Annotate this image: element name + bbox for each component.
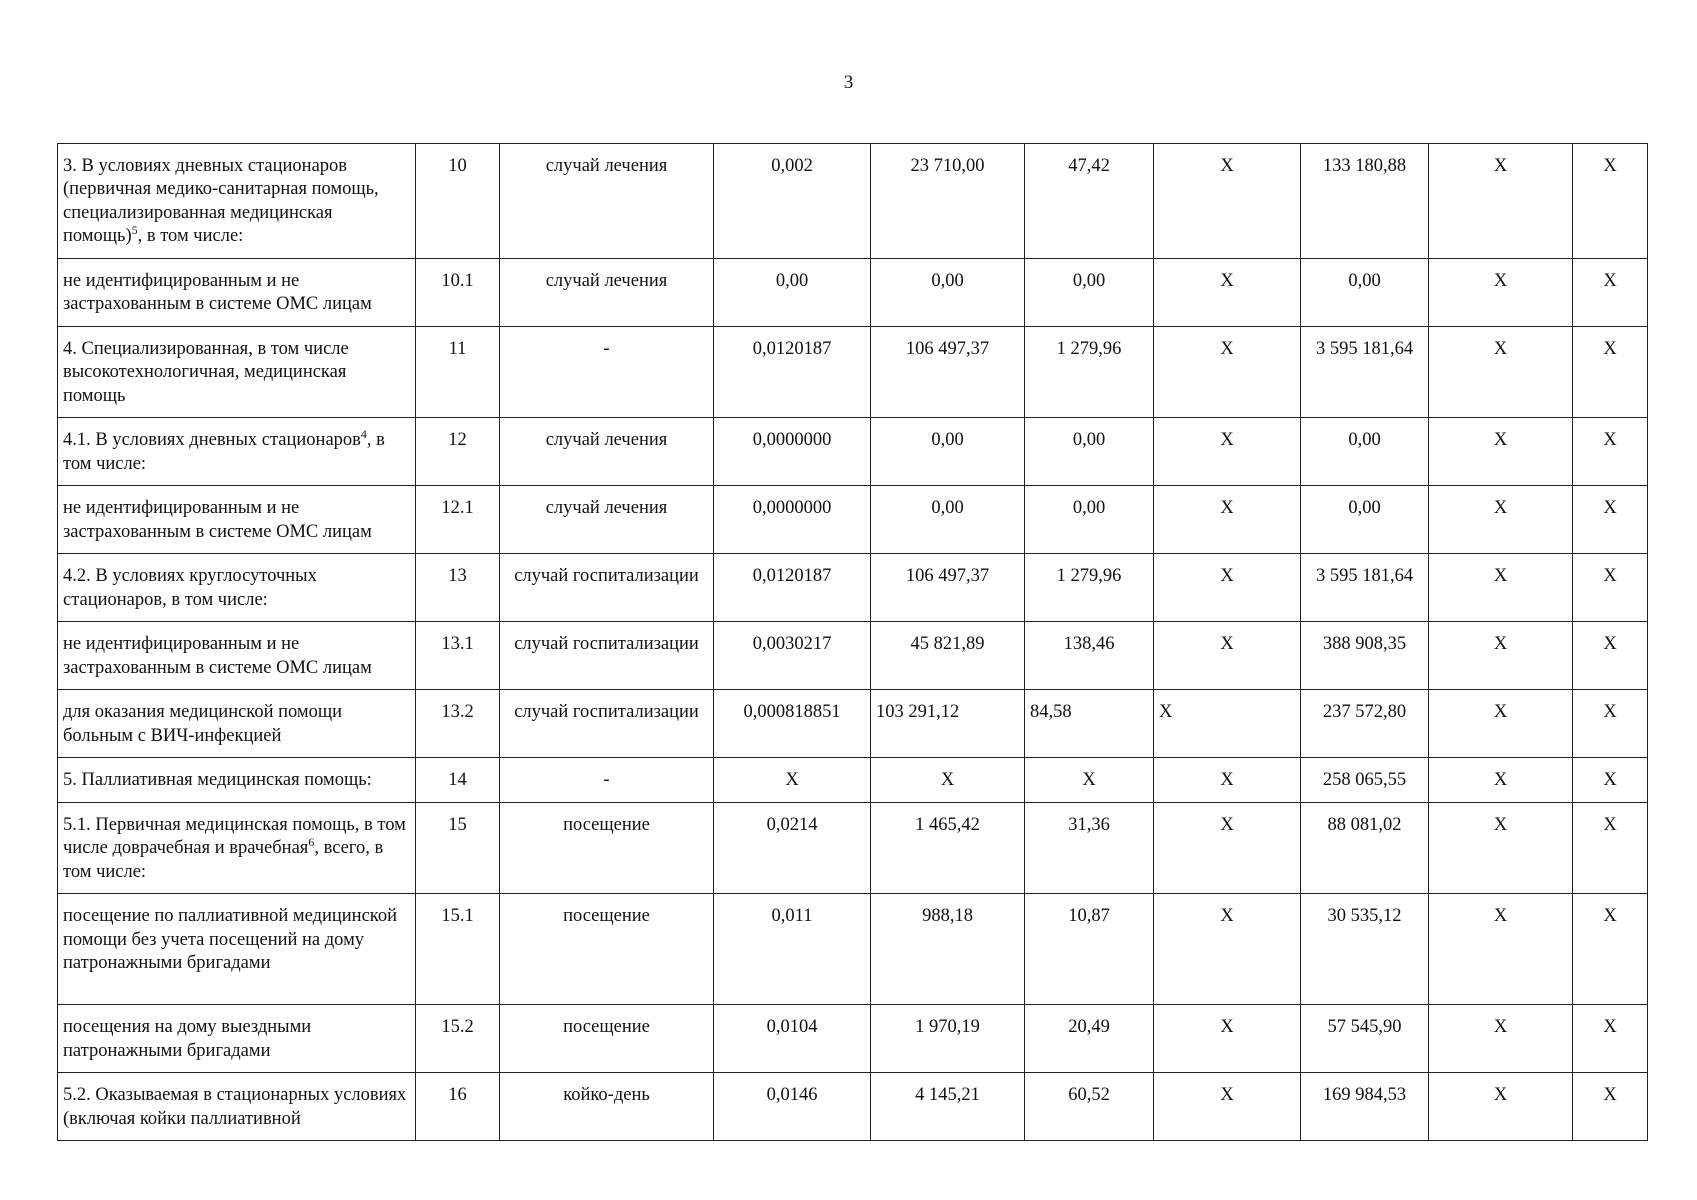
row-name-text: для оказания медицинской помощи больным с ВИЧ-инфекцией: [63, 702, 343, 746]
row-name-cell: [58, 690, 416, 758]
volume-norm-cell: 0,0030217: [714, 622, 871, 690]
cost-total-cell: 133 180,88: [1301, 144, 1429, 259]
table-row: [58, 758, 1648, 802]
table-row: [58, 1073, 1648, 1141]
per-capita-cell: 31,36: [1025, 802, 1154, 893]
table-row: [58, 144, 1648, 259]
x-marker-cell: X: [1573, 1005, 1648, 1073]
unit-cell: посещение: [500, 802, 714, 893]
cost-norm-cell: 106 497,37: [871, 554, 1025, 622]
row-name-text: не идентифицированным и не застрахованным в системе ОМС лицам: [63, 498, 372, 542]
unit-cell: посещение: [500, 894, 714, 1005]
row-number-cell: 12: [416, 418, 500, 486]
cost-total-cell: 388 908,35: [1301, 622, 1429, 690]
cost-total-cell: 0,00: [1301, 258, 1429, 326]
row-name-text: посещения на дому выездными патронажными бригадами: [63, 1017, 312, 1061]
per-capita-cell: 0,00: [1025, 418, 1154, 486]
table-row: [58, 418, 1648, 486]
cost-norm-cell: 106 497,37: [871, 326, 1025, 417]
cost-total-cell: 30 535,12: [1301, 894, 1429, 1005]
table-row: [58, 622, 1648, 690]
row-name-cell: [58, 1005, 416, 1073]
x-marker-cell: X: [1154, 894, 1301, 1005]
x-marker-cell: X: [1154, 326, 1301, 417]
table-row: [58, 486, 1648, 554]
volume-norm-cell: 0,0120187: [714, 554, 871, 622]
row-name-text: посещение по паллиативной медицинской помощи без учета посещений на дому патронажными бригадами: [63, 906, 397, 974]
row-number-cell: 13: [416, 554, 500, 622]
x-marker-cell: X: [1429, 690, 1573, 758]
x-marker-cell: X: [1154, 1005, 1301, 1073]
row-name-cell: [58, 758, 416, 802]
cost-total-cell: 0,00: [1301, 486, 1429, 554]
row-name-cell: [58, 1073, 416, 1141]
cost-total-cell: 57 545,90: [1301, 1005, 1429, 1073]
row-number-cell: 16: [416, 1073, 500, 1141]
unit-cell: -: [500, 758, 714, 802]
row-name-text: 3. В условиях дневных стационаров (первичная медико-санитарная помощь, специализированная медицинская помощь): [63, 156, 379, 247]
x-marker-cell: X: [1573, 554, 1648, 622]
cost-norm-cell: 1 465,42: [871, 802, 1025, 893]
unit-cell: случай лечения: [500, 144, 714, 259]
row-number-cell: 10.1: [416, 258, 500, 326]
footnote-marker: 6: [308, 835, 315, 850]
x-marker-cell: X: [1573, 1073, 1648, 1141]
row-name-cell: [58, 802, 416, 893]
per-capita-cell: 47,42: [1025, 144, 1154, 259]
table-row: [58, 258, 1648, 326]
row-name-suffix: , в том числе:: [137, 226, 244, 247]
volume-norm-cell: 0,0146: [714, 1073, 871, 1141]
row-name-cell: [58, 258, 416, 326]
x-marker-cell: X: [1573, 622, 1648, 690]
x-marker-cell: X: [1429, 758, 1573, 802]
cost-norm-cell: 0,00: [871, 486, 1025, 554]
x-marker-cell: X: [1573, 758, 1648, 802]
per-capita-cell: 84,58: [1025, 690, 1154, 758]
row-number-cell: 12.1: [416, 486, 500, 554]
table-row: [58, 554, 1648, 622]
per-capita-cell: 10,87: [1025, 894, 1154, 1005]
cost-total-cell: 3 595 181,64: [1301, 554, 1429, 622]
x-marker-cell: X: [1154, 486, 1301, 554]
row-number-cell: 15.1: [416, 894, 500, 1005]
volume-norm-cell: 0,011: [714, 894, 871, 1005]
page-number: 3: [843, 72, 854, 93]
x-marker-cell: X: [1429, 802, 1573, 893]
x-marker-cell: X: [1429, 622, 1573, 690]
table-row: [58, 802, 1648, 893]
volume-norm-cell: 0,0000000: [714, 486, 871, 554]
row-number-cell: 13.1: [416, 622, 500, 690]
x-marker-cell: X: [1573, 258, 1648, 326]
per-capita-cell: 138,46: [1025, 622, 1154, 690]
row-name-suffix: , в том числе:: [63, 430, 385, 474]
x-marker-cell: X: [1154, 418, 1301, 486]
per-capita-cell: 1 279,96: [1025, 554, 1154, 622]
per-capita-cell: X: [1025, 758, 1154, 802]
cost-total-cell: 258 065,55: [1301, 758, 1429, 802]
unit-cell: случай лечения: [500, 418, 714, 486]
per-capita-cell: 60,52: [1025, 1073, 1154, 1141]
unit-cell: посещение: [500, 1005, 714, 1073]
cost-norm-cell: 23 710,00: [871, 144, 1025, 259]
x-marker-cell: X: [1154, 144, 1301, 259]
row-name-cell: [58, 144, 416, 259]
cost-norm-cell: 103 291,12: [871, 690, 1025, 758]
x-marker-cell: X: [1429, 554, 1573, 622]
row-name-cell: [58, 486, 416, 554]
table-body: [58, 144, 1648, 1141]
row-number-cell: 14: [416, 758, 500, 802]
cost-total-cell: 0,00: [1301, 418, 1429, 486]
row-name-cell: [58, 894, 416, 1005]
x-marker-cell: X: [1154, 1073, 1301, 1141]
x-marker-cell: X: [1573, 486, 1648, 554]
unit-cell: случай госпитализации: [500, 690, 714, 758]
cost-total-cell: 237 572,80: [1301, 690, 1429, 758]
x-marker-cell: X: [1573, 894, 1648, 1005]
row-number-cell: 11: [416, 326, 500, 417]
row-name-text: не идентифицированным и не застрахованным в системе ОМС лицам: [63, 270, 372, 315]
row-name-cell: [58, 554, 416, 622]
footnote-marker: 5: [131, 223, 138, 238]
x-marker-cell: X: [1429, 1005, 1573, 1073]
per-capita-cell: 20,49: [1025, 1005, 1154, 1073]
volume-norm-cell: 0,00: [714, 258, 871, 326]
per-capita-cell: 1 279,96: [1025, 326, 1154, 417]
x-marker-cell: X: [1429, 326, 1573, 417]
row-name-text: 5.2. Оказываемая в стационарных условиях (включая койки паллиативной: [63, 1085, 407, 1129]
row-name-cell: [58, 326, 416, 417]
unit-cell: случай лечения: [500, 258, 714, 326]
x-marker-cell: X: [1573, 144, 1648, 259]
cost-norm-cell: X: [871, 758, 1025, 802]
volume-norm-cell: 0,002: [714, 144, 871, 259]
row-number-cell: 15.2: [416, 1005, 500, 1073]
unit-cell: койко-день: [500, 1073, 714, 1141]
x-marker-cell: X: [1154, 554, 1301, 622]
table-row: [58, 690, 1648, 758]
table-row: [58, 1005, 1648, 1073]
x-marker-cell: X: [1429, 486, 1573, 554]
per-capita-cell: 0,00: [1025, 258, 1154, 326]
x-marker-cell: X: [1429, 418, 1573, 486]
volume-norm-cell: 0,0000000: [714, 418, 871, 486]
x-marker-cell: X: [1573, 690, 1648, 758]
cost-norm-cell: 45 821,89: [871, 622, 1025, 690]
x-marker-cell: X: [1429, 1073, 1573, 1141]
unit-cell: -: [500, 326, 714, 417]
row-number-cell: 10: [416, 144, 500, 259]
cost-norm-cell: 0,00: [871, 418, 1025, 486]
x-marker-cell: X: [1154, 622, 1301, 690]
x-marker-cell: X: [1429, 894, 1573, 1005]
volume-norm-cell: X: [714, 758, 871, 802]
x-marker-cell: X: [1429, 258, 1573, 326]
volume-norm-cell: 0,0120187: [714, 326, 871, 417]
cost-norm-cell: 0,00: [871, 258, 1025, 326]
row-number-cell: 13.2: [416, 690, 500, 758]
x-marker-cell: X: [1154, 758, 1301, 802]
row-name-text: 5.1. Первичная медицинская помощь, в том числе доврачебная и врачебная: [63, 814, 406, 859]
row-name-cell: [58, 418, 416, 486]
footnote-marker: 4: [360, 427, 367, 442]
x-marker-cell: X: [1154, 258, 1301, 326]
x-marker-cell: X: [1154, 802, 1301, 893]
cost-total-cell: 88 081,02: [1301, 802, 1429, 893]
x-marker-cell: X: [1573, 326, 1648, 417]
row-name-text: не идентифицированным и не застрахованным в системе ОМС лицам: [63, 634, 372, 678]
x-marker-cell: X: [1429, 144, 1573, 259]
data-table: [57, 143, 1648, 1141]
cost-norm-cell: 988,18: [871, 894, 1025, 1005]
row-name-suffix: , всего, в том числе:: [63, 838, 384, 882]
table-row: [58, 326, 1648, 417]
cost-norm-cell: 4 145,21: [871, 1073, 1025, 1141]
row-name-text: 4.2. В условиях круглосуточных стационаров, в том числе:: [63, 566, 317, 610]
unit-cell: случай госпитализации: [500, 554, 714, 622]
row-name-text: 5. Паллиативная медицинская помощь:: [63, 770, 372, 791]
table-row: [58, 894, 1648, 1005]
cost-total-cell: 169 984,53: [1301, 1073, 1429, 1141]
volume-norm-cell: 0,0104: [714, 1005, 871, 1073]
row-name-text: 4.1. В условиях дневных стационаров: [63, 430, 361, 451]
x-marker-cell: X: [1573, 418, 1648, 486]
unit-cell: случай лечения: [500, 486, 714, 554]
row-number-cell: 15: [416, 802, 500, 893]
unit-cell: случай госпитализации: [500, 622, 714, 690]
volume-norm-cell: 0,000818851: [714, 690, 871, 758]
cost-norm-cell: 1 970,19: [871, 1005, 1025, 1073]
row-name-text: 4. Специализированная, в том числе высокотехнологичная, медицинская помощь: [63, 338, 349, 406]
x-marker-cell: X: [1573, 802, 1648, 893]
cost-total-cell: 3 595 181,64: [1301, 326, 1429, 417]
volume-norm-cell: 0,0214: [714, 802, 871, 893]
x-marker-cell: X: [1154, 690, 1301, 758]
per-capita-cell: 0,00: [1025, 486, 1154, 554]
row-name-cell: [58, 622, 416, 690]
